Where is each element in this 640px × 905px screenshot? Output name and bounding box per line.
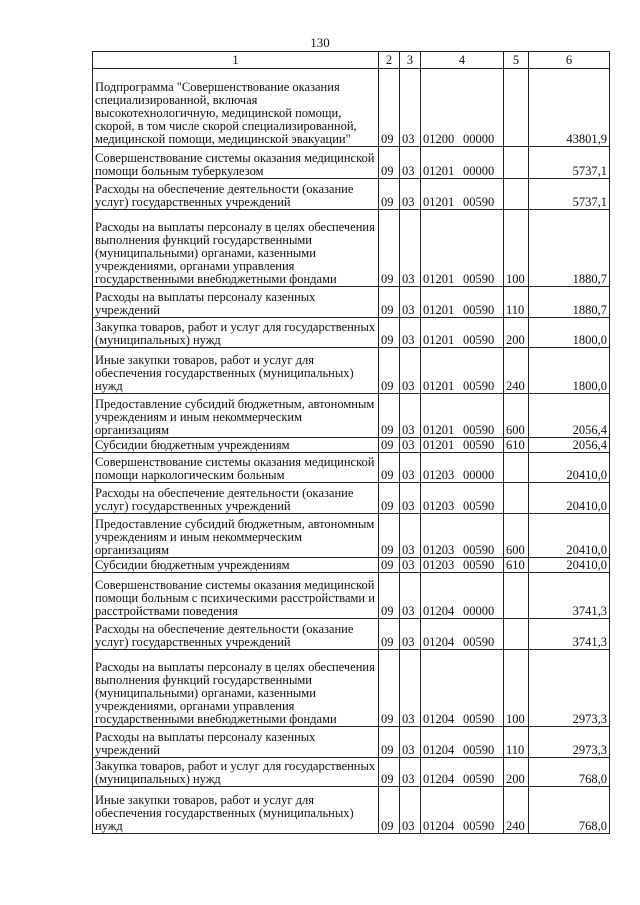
row-target-article-program: 01203 bbox=[423, 468, 455, 482]
row-subsection: 03 bbox=[400, 514, 421, 558]
row-target-article bbox=[421, 394, 504, 438]
row-target-article bbox=[421, 287, 504, 318]
row-target-article-direction: 00590 bbox=[463, 712, 495, 726]
row-section: 09 bbox=[379, 558, 400, 573]
row-name: Предоставление субсидий бюджетным, автономным учреждениям и иным некоммерческим организациям bbox=[93, 394, 379, 438]
row-target-article-direction: 00590 bbox=[463, 303, 495, 317]
table-row bbox=[93, 69, 610, 147]
row-name: Расходы на выплаты персоналу казенных учреждений bbox=[93, 727, 379, 758]
table-row bbox=[93, 438, 610, 453]
row-amount: 768,0 bbox=[529, 758, 610, 787]
row-expense-type: 610 bbox=[504, 438, 529, 453]
row-target-article-program: 01203 bbox=[423, 558, 455, 572]
row-subsection: 03 bbox=[400, 348, 421, 394]
row-target-article-direction: 00000 bbox=[463, 604, 495, 618]
row-name: Совершенствование системы оказания медицинской помощи больным с психическими расстройствами и расстройствами поведения bbox=[93, 573, 379, 619]
row-amount: 20410,0 bbox=[529, 558, 610, 573]
row-amount: 2973,3 bbox=[529, 727, 610, 758]
table-row bbox=[93, 727, 610, 758]
table-row bbox=[93, 787, 610, 834]
row-target-article-direction: 00590 bbox=[463, 195, 495, 209]
row-section: 09 bbox=[379, 210, 400, 287]
table-row bbox=[93, 650, 610, 727]
column-header-expense-type: 5 bbox=[504, 52, 529, 69]
row-target-article bbox=[421, 650, 504, 727]
row-target-article-program: 01203 bbox=[423, 499, 455, 513]
row-name: Иные закупки товаров, работ и услуг для обеспечения государственных (муниципальных) нужд bbox=[93, 348, 379, 394]
row-section: 09 bbox=[379, 453, 400, 483]
row-expense-type bbox=[504, 147, 529, 179]
table-row bbox=[93, 619, 610, 650]
row-subsection: 03 bbox=[400, 69, 421, 147]
row-target-article-direction: 00000 bbox=[463, 468, 495, 482]
row-amount: 2973,3 bbox=[529, 650, 610, 727]
row-target-article bbox=[421, 453, 504, 483]
row-subsection: 03 bbox=[400, 727, 421, 758]
row-subsection: 03 bbox=[400, 438, 421, 453]
row-amount: 5737,1 bbox=[529, 147, 610, 179]
row-target-article-direction: 00590 bbox=[463, 819, 495, 833]
row-target-article-program: 01201 bbox=[423, 333, 455, 347]
row-section: 09 bbox=[379, 438, 400, 453]
row-section: 09 bbox=[379, 650, 400, 727]
row-expense-type bbox=[504, 69, 529, 147]
row-amount: 1880,7 bbox=[529, 287, 610, 318]
row-target-article-program: 01201 bbox=[423, 195, 455, 209]
table-row bbox=[93, 318, 610, 348]
row-subsection: 03 bbox=[400, 650, 421, 727]
row-target-article-direction: 00000 bbox=[463, 164, 495, 178]
table-row bbox=[93, 558, 610, 573]
header-row bbox=[93, 52, 610, 69]
row-expense-type: 240 bbox=[504, 348, 529, 394]
row-name: Закупка товаров, работ и услуг для государственных (муниципальных) нужд bbox=[93, 318, 379, 348]
column-header-name: 1 bbox=[93, 52, 379, 69]
row-target-article bbox=[421, 69, 504, 147]
row-amount: 1880,7 bbox=[529, 210, 610, 287]
row-expense-type: 240 bbox=[504, 787, 529, 834]
row-name: Субсидии бюджетным учреждениям bbox=[93, 438, 379, 453]
row-target-article-direction: 00590 bbox=[463, 499, 495, 513]
row-amount: 768,0 bbox=[529, 787, 610, 834]
row-target-article-program: 01203 bbox=[423, 543, 455, 557]
row-expense-type: 200 bbox=[504, 318, 529, 348]
row-target-article-direction: 00590 bbox=[463, 379, 495, 393]
row-expense-type: 110 bbox=[504, 287, 529, 318]
row-target-article-direction: 00590 bbox=[463, 635, 495, 649]
table-row bbox=[93, 210, 610, 287]
row-section: 09 bbox=[379, 573, 400, 619]
row-amount: 3741,3 bbox=[529, 573, 610, 619]
row-target-article-program: 01201 bbox=[423, 423, 455, 437]
row-name: Предоставление субсидий бюджетным, автономным учреждениям и иным некоммерческим организациям bbox=[93, 514, 379, 558]
column-header-amount: 6 bbox=[529, 52, 610, 69]
row-amount: 2056,4 bbox=[529, 438, 610, 453]
row-target-article-program: 01204 bbox=[423, 635, 455, 649]
row-section: 09 bbox=[379, 147, 400, 179]
row-subsection: 03 bbox=[400, 619, 421, 650]
row-target-article bbox=[421, 438, 504, 453]
row-target-article-program: 01201 bbox=[423, 272, 455, 286]
row-section: 09 bbox=[379, 787, 400, 834]
row-expense-type bbox=[504, 619, 529, 650]
table-row bbox=[93, 483, 610, 514]
row-amount: 20410,0 bbox=[529, 514, 610, 558]
row-target-article bbox=[421, 483, 504, 514]
row-target-article-direction: 00590 bbox=[463, 772, 495, 786]
row-subsection: 03 bbox=[400, 394, 421, 438]
row-target-article-direction: 00590 bbox=[463, 743, 495, 757]
row-target-article bbox=[421, 147, 504, 179]
row-name: Расходы на обеспечение деятельности (оказание услуг) государственных учреждений bbox=[93, 483, 379, 514]
row-expense-type: 100 bbox=[504, 210, 529, 287]
row-target-article bbox=[421, 318, 504, 348]
row-target-article-program: 01204 bbox=[423, 712, 455, 726]
row-name: Подпрограмма "Совершенствование оказания специализированной, включая высокотехнологичную, медицинской помощи, скорой, в том числе скорой специализированной, медицинской помощи, медицинской эвакуации" bbox=[93, 69, 379, 147]
row-subsection: 03 bbox=[400, 318, 421, 348]
row-target-article-direction: 00590 bbox=[463, 423, 495, 437]
row-expense-type: 600 bbox=[504, 514, 529, 558]
row-expense-type: 100 bbox=[504, 650, 529, 727]
row-expense-type: 110 bbox=[504, 727, 529, 758]
row-target-article-direction: 00000 bbox=[463, 132, 495, 146]
row-expense-type: 600 bbox=[504, 394, 529, 438]
row-target-article-direction: 00590 bbox=[463, 558, 495, 572]
row-target-article-direction: 00590 bbox=[463, 333, 495, 347]
row-subsection: 03 bbox=[400, 287, 421, 318]
table-row bbox=[93, 287, 610, 318]
row-target-article-direction: 00590 bbox=[463, 438, 495, 452]
row-target-article-program: 01201 bbox=[423, 303, 455, 317]
row-section: 09 bbox=[379, 394, 400, 438]
row-target-article-program: 01204 bbox=[423, 743, 455, 757]
table-row bbox=[93, 348, 610, 394]
row-target-article-program: 01201 bbox=[423, 164, 455, 178]
row-target-article bbox=[421, 210, 504, 287]
row-target-article bbox=[421, 727, 504, 758]
table-row bbox=[93, 758, 610, 787]
row-target-article-program: 01204 bbox=[423, 819, 455, 833]
row-target-article-program: 01204 bbox=[423, 604, 455, 618]
row-expense-type bbox=[504, 483, 529, 514]
row-target-article-program: 01200 bbox=[423, 132, 455, 146]
row-expense-type bbox=[504, 573, 529, 619]
row-name: Совершенствование системы оказания медицинской помощи наркологическим больным bbox=[93, 453, 379, 483]
row-subsection: 03 bbox=[400, 453, 421, 483]
row-section: 09 bbox=[379, 348, 400, 394]
row-target-article-direction: 00590 bbox=[463, 272, 495, 286]
row-section: 09 bbox=[379, 179, 400, 210]
table-row bbox=[93, 179, 610, 210]
page-number: 130 bbox=[310, 35, 330, 50]
table-row bbox=[93, 453, 610, 483]
budget-table bbox=[92, 51, 610, 834]
row-name: Расходы на обеспечение деятельности (оказание услуг) государственных учреждений bbox=[93, 619, 379, 650]
row-name: Иные закупки товаров, работ и услуг для обеспечения государственных (муниципальных) нужд bbox=[93, 787, 379, 834]
row-subsection: 03 bbox=[400, 758, 421, 787]
row-expense-type: 610 bbox=[504, 558, 529, 573]
row-section: 09 bbox=[379, 514, 400, 558]
row-target-article-direction: 00590 bbox=[463, 543, 495, 557]
table-row bbox=[93, 394, 610, 438]
row-subsection: 03 bbox=[400, 179, 421, 210]
row-amount: 1800,0 bbox=[529, 348, 610, 394]
row-subsection: 03 bbox=[400, 558, 421, 573]
row-target-article bbox=[421, 619, 504, 650]
row-amount: 20410,0 bbox=[529, 483, 610, 514]
row-target-article bbox=[421, 573, 504, 619]
row-subsection: 03 bbox=[400, 210, 421, 287]
row-amount: 3741,3 bbox=[529, 619, 610, 650]
row-section: 09 bbox=[379, 69, 400, 147]
row-amount: 2056,4 bbox=[529, 394, 610, 438]
row-expense-type bbox=[504, 179, 529, 210]
table-row bbox=[93, 147, 610, 179]
row-target-article-program: 01204 bbox=[423, 772, 455, 786]
row-section: 09 bbox=[379, 758, 400, 787]
row-section: 09 bbox=[379, 727, 400, 758]
row-expense-type: 200 bbox=[504, 758, 529, 787]
row-section: 09 bbox=[379, 287, 400, 318]
row-target-article bbox=[421, 758, 504, 787]
row-target-article bbox=[421, 558, 504, 573]
row-name: Субсидии бюджетным учреждениям bbox=[93, 558, 379, 573]
row-target-article bbox=[421, 787, 504, 834]
row-target-article-program: 01201 bbox=[423, 379, 455, 393]
row-target-article bbox=[421, 348, 504, 394]
row-target-article-program: 01201 bbox=[423, 438, 455, 452]
column-header-section: 2 bbox=[379, 52, 400, 69]
row-name: Расходы на обеспечение деятельности (оказание услуг) государственных учреждений bbox=[93, 179, 379, 210]
row-amount: 43801,9 bbox=[529, 69, 610, 147]
row-name: Расходы на выплаты персоналу в целях обеспечения выполнения функций государственными (муниципальными) органами, казенными учреждениями, органами управления государственными внебюджетными фондами bbox=[93, 650, 379, 727]
row-amount: 5737,1 bbox=[529, 179, 610, 210]
row-section: 09 bbox=[379, 619, 400, 650]
column-header-target-article: 4 bbox=[421, 52, 504, 69]
row-amount: 20410,0 bbox=[529, 453, 610, 483]
row-subsection: 03 bbox=[400, 483, 421, 514]
row-section: 09 bbox=[379, 483, 400, 514]
row-name: Расходы на выплаты персоналу казенных учреждений bbox=[93, 287, 379, 318]
row-subsection: 03 bbox=[400, 147, 421, 179]
row-target-article bbox=[421, 179, 504, 210]
row-subsection: 03 bbox=[400, 787, 421, 834]
table-row bbox=[93, 514, 610, 558]
row-target-article bbox=[421, 514, 504, 558]
row-expense-type bbox=[504, 453, 529, 483]
table-row bbox=[93, 573, 610, 619]
row-subsection: 03 bbox=[400, 573, 421, 619]
column-header-subsection: 3 bbox=[400, 52, 421, 69]
row-section: 09 bbox=[379, 318, 400, 348]
row-amount: 1800,0 bbox=[529, 318, 610, 348]
row-name: Расходы на выплаты персоналу в целях обеспечения выполнения функций государственными (муниципальными) органами, казенными учреждениями, органами управления государственными внебюджетными фондами bbox=[93, 210, 379, 287]
row-name: Совершенствование системы оказания медицинской помощи больным туберкулезом bbox=[93, 147, 379, 179]
row-name: Закупка товаров, работ и услуг для государственных (муниципальных) нужд bbox=[93, 758, 379, 787]
